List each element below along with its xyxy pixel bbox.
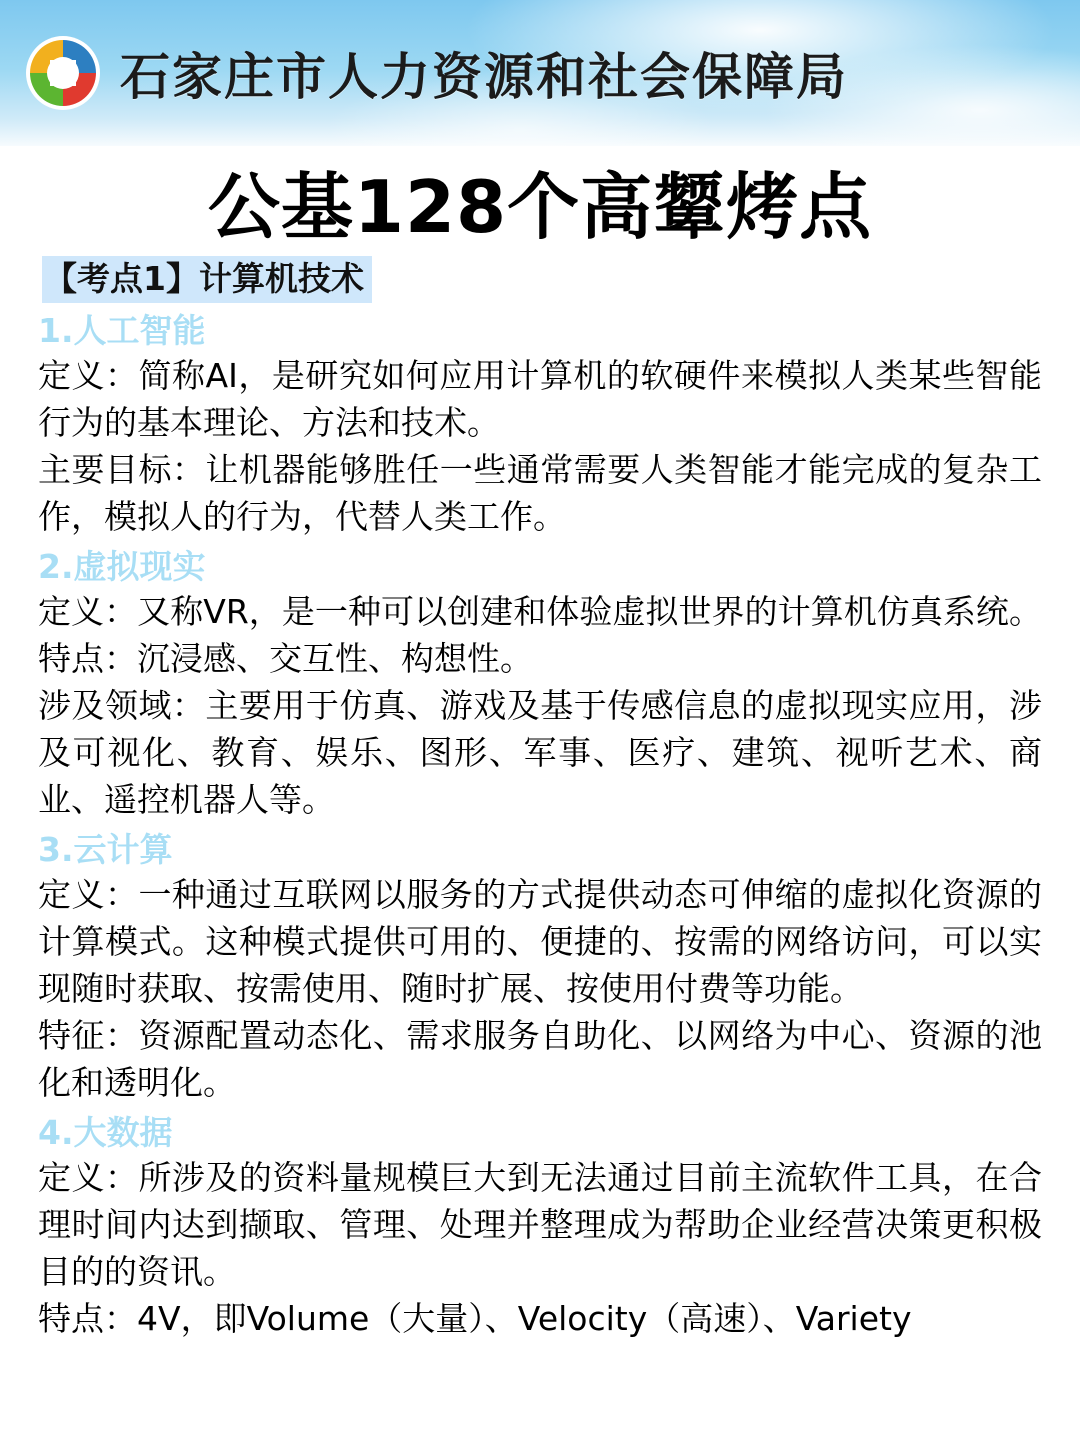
banner-divider [0,146,1080,152]
shijiazhuang-hrss-logo-icon [24,34,102,112]
section-2-paragraph-2: 涉及领域：主要用于仿真、游戏及基于传感信息的虚拟现实应用，涉及可视化、教育、娱乐、图形、军事、医疗、建筑、视听艺术、商业、遥控机器人等。 [38,686,1042,819]
section-3-paragraph-1: 定义：一种通过互联网以服务的方式提供动态可伸缩的虚拟化资源的计算模式。这种模式提供可用的、便捷的、按需的网络访问，可以实现随时获取、按需使用、随时扩展、按使用付费等功能。 [38,875,1042,1008]
section-4-paragraph-2: 特点：4V，即Volume（大量）、Velocity（高速）、Variety [38,1298,912,1338]
topic-tag: 【考点1】计算机技术 [42,256,372,303]
section-2-paragraph-1: 定义：又称VR，是一种可以创建和体验虚拟世界的计算机仿真系统。特点：沉浸感、交互性、构想性。 [38,592,1042,679]
section-4-paragraph-1: 定义：所涉及的资料量规模巨大到无法通过目前主流软件工具，在合理时间内达到撷取、管理、处理并整理成为帮助企业经营决策更积极目的的资讯。 [38,1158,1042,1291]
topic-tag-row [42,256,1042,303]
section-heading-2: 2.虚拟现实 [38,546,206,586]
document-body [0,165,1080,1343]
site-header-banner [0,0,1080,152]
organization-title: 石家庄市人力资源和社会保障局 [120,48,848,106]
section-heading-4: 4.大数据 [38,1112,173,1152]
section-heading-3: 3.云计算 [38,829,173,869]
section-3-paragraph-2: 特征：资源配置动态化、需求服务自助化、以网络为中心、资源的池化和透明化。 [38,1015,1042,1102]
section-heading-1: 1.人工智能 [38,310,206,350]
section-1-paragraph-1: 定义：简称AI，是研究如何应用计算机的软硬件来模拟人类某些智能行为的基本理论、方法和技术。 [38,356,1042,443]
section-1-paragraph-2: 主要目标：让机器能够胜任一些通常需要人类智能才能完成的复杂工作，模拟人的行为，代替人类工作。 [38,450,1042,536]
page-title: 公基128个高颦烤点 [207,165,873,249]
header-content [0,0,1080,146]
